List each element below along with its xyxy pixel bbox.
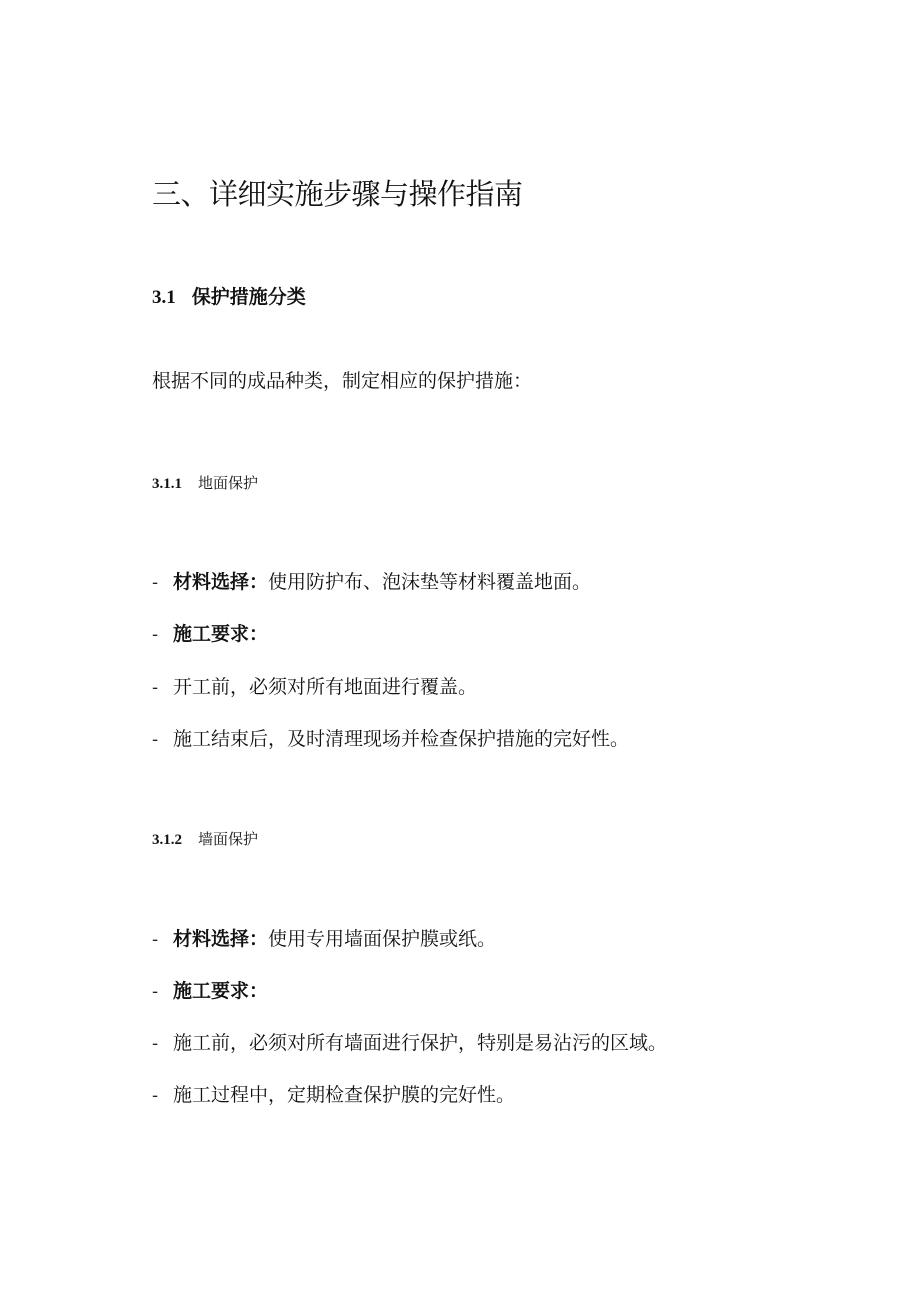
dash-marker: - [152,930,159,950]
floor-material-label: 材料选择： [173,571,269,593]
dash-marker: - [152,678,159,698]
floor-material-item [152,567,591,598]
dash-marker: - [152,573,159,593]
floor-heading-title: 地面保护 [198,474,259,492]
floor-heading-number: 3.1.1 [152,476,182,492]
floor-requirements-item [152,619,268,650]
floor-requirement-1 [152,672,477,703]
dash-marker: - [152,982,159,1002]
floor-material-text: 使用防护布、泡沫垫等材料覆盖地面。 [268,571,592,593]
intro-paragraph: 根据不同的成品种类，制定相应的保护措施： [152,370,533,392]
floor-requirement-1-text: 开工前，必须对所有地面进行覆盖。 [173,676,478,698]
floor-heading [152,472,258,495]
subsection-title: 保护措施分类 [191,286,306,308]
dash-marker: - [152,1086,159,1106]
wall-material-text: 使用专用墙面保护膜或纸。 [268,928,497,950]
wall-requirement-1-text: 施工前，必须对所有墙面进行保护，特别是易沾污的区域。 [173,1032,668,1054]
subsection-number: 3.1 [152,287,176,308]
wall-requirement-2 [152,1080,515,1111]
wall-requirements-item [152,976,268,1007]
wall-requirements-label: 施工要求： [173,980,269,1002]
floor-requirement-2 [152,724,629,755]
wall-heading [152,828,258,851]
wall-requirement-1 [152,1028,667,1059]
subsection-heading [152,283,306,312]
wall-requirement-2-text: 施工过程中，定期检查保护膜的完好性。 [173,1084,516,1106]
floor-requirements-label: 施工要求： [173,623,269,645]
dash-marker: - [152,1034,159,1054]
wall-material-item [152,924,496,955]
wall-heading-number: 3.1.2 [152,832,182,848]
floor-requirement-2-text: 施工结束后，及时清理现场并检查保护措施的完好性。 [173,728,630,750]
wall-material-label: 材料选择： [173,928,269,950]
wall-heading-title: 墙面保护 [198,830,259,848]
section-title: 三、详细实施步骤与操作指南 [152,177,523,211]
dash-marker: - [152,730,159,750]
dash-marker: - [152,625,159,645]
